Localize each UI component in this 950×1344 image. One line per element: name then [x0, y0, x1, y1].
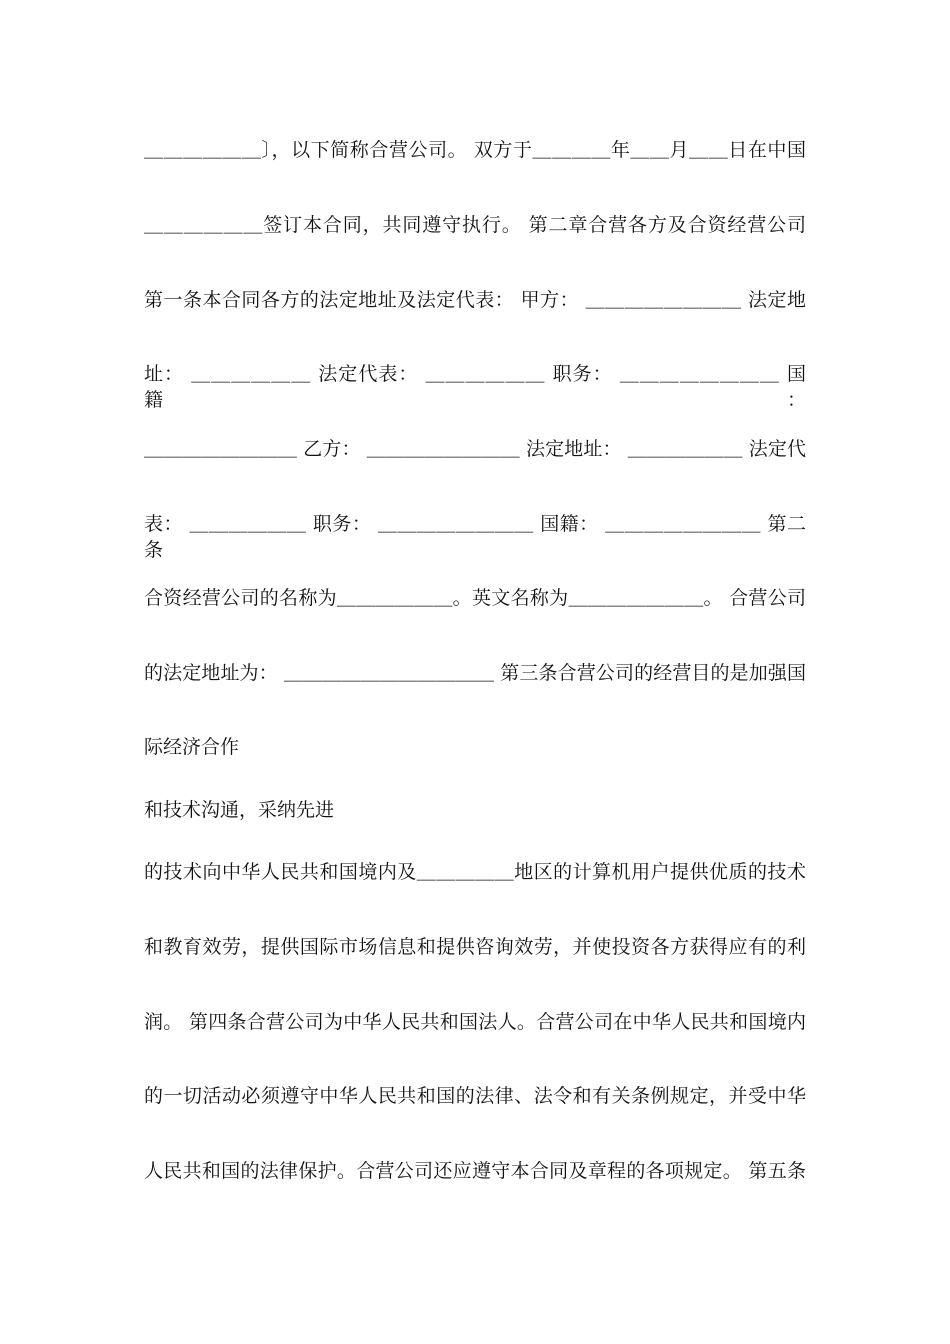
text-line-4: 址： ＿＿＿＿＿＿ 法定代表： ＿＿＿＿＿＿ 职务： ＿＿＿＿＿＿＿＿ 国籍：: [144, 363, 806, 411]
text-line-15: 人民共和国的法律保护。合营公司还应遵守本合同及章程的各项规定。 第五条: [144, 1160, 806, 1182]
text-line-8: 的法定地址为： ＿＿＿＿＿＿＿＿＿＿＿ 第三条合营公司的经营目的是加强国: [144, 662, 806, 684]
text-line-7: 合资经营公司的名称为＿＿＿＿＿＿。英文名称为＿＿＿＿＿＿＿。 合营公司: [144, 587, 806, 609]
text-line-12: 和教育效劳，提供国际市场信息和提供咨询效劳，并使投资各方获得应有的利: [144, 936, 806, 958]
text-line-2: ＿＿＿＿＿＿签订本合同，共同遵守执行。 第二章合营各方及合资经营公司: [144, 214, 806, 236]
text-line-13: 润。 第四条合营公司为中华人民共和国法人。合营公司在中华人民共和国境内: [144, 1011, 806, 1033]
text-line-5: ＿＿＿＿＿＿＿＿ 乙方： ＿＿＿＿＿＿＿＿ 法定地址： ＿＿＿＿＿＿ 法定代: [144, 438, 806, 460]
text-line-11: 的技术向中华人民共和国境内及＿＿＿＿＿地区的计算机用户提供优质的技术: [144, 861, 806, 883]
text-line-6: 表： ＿＿＿＿＿＿ 职务： ＿＿＿＿＿＿＿＿ 国籍： ＿＿＿＿＿＿＿＿ 第二条: [144, 513, 806, 561]
text-line-14: 的一切活动必须遵守中华人民共和国的法律、法令和有关条例规定，并受中华: [144, 1085, 806, 1107]
text-line-1: ＿＿＿＿＿＿〕，以下简称合营公司。 双方于＿＿＿＿年＿＿月＿＿日在中国: [144, 139, 806, 161]
text-line-10: 和技术沟通，采纳先进: [144, 799, 335, 821]
text-line-3: 第一条本合同各方的法定地址及法定代表： 甲方： ＿＿＿＿＿＿＿＿ 法定地: [144, 289, 806, 311]
text-line-9: 际经济合作: [144, 736, 240, 758]
